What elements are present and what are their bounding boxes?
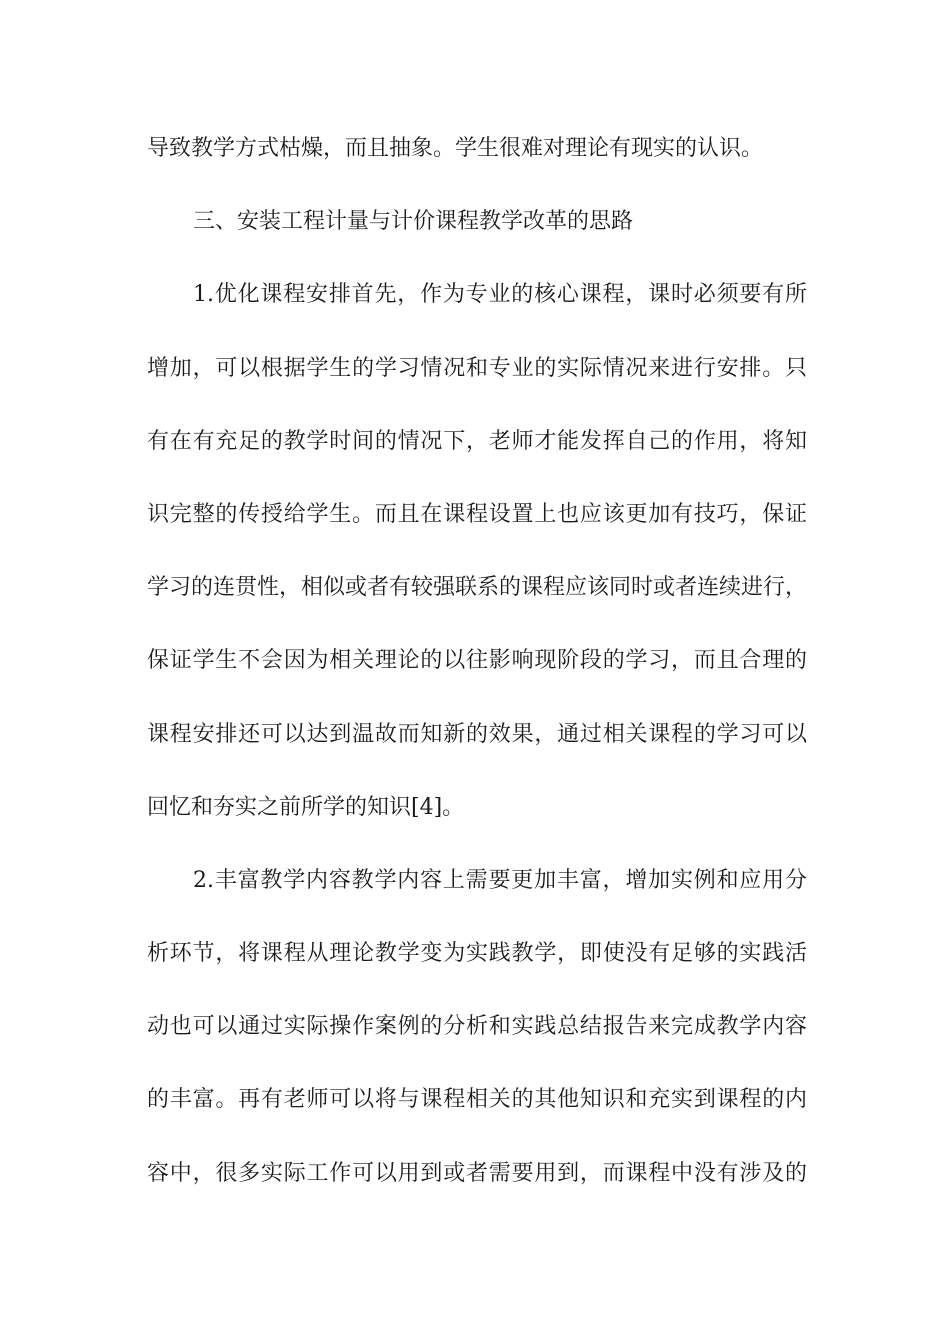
- text-line: 增加，可以根据学生的学习情况和专业的实际情况来进行安排。只: [147, 355, 807, 381]
- text-line: 有在有充足的教学时间的情况下，老师才能发挥自己的作用，将知: [147, 428, 807, 454]
- text-line: 析环节，将课程从理论教学变为实践教学，即使没有足够的实践活: [147, 941, 807, 967]
- body-text: [147, 131, 807, 1229]
- section-heading: 三、安装工程计量与计价课程教学改革的思路: [193, 209, 634, 235]
- text-line: 回忆和夯实之前所学的知识[4]。: [147, 794, 465, 820]
- text-line: 识完整的传授给学生。而且在课程设置上也应该更加有技巧，保证: [147, 501, 807, 527]
- text-line: 动也可以通过实际操作案例的分析和实践总结报告来完成教学内容: [147, 1014, 807, 1040]
- text-line: 容中，很多实际工作可以用到或者需要用到，而课程中没有涉及的: [147, 1160, 807, 1186]
- text-line: 课程安排还可以达到温故而知新的效果，通过相关课程的学习可以: [147, 721, 807, 747]
- text-line: 的丰富。再有老师可以将与课程相关的其他知识和充实到课程的内: [147, 1087, 807, 1113]
- text-line: 学习的连贯性，相似或者有较强联系的课程应该同时或者连续进行，: [147, 575, 808, 601]
- text-line: 2.丰富教学内容教学内容上需要更加丰富，增加实例和应用分: [193, 867, 807, 893]
- text-line: 保证学生不会因为相关理论的以往影响现阶段的学习，而且合理的: [147, 648, 807, 674]
- text-line: 1.优化课程安排首先，作为专业的核心课程，课时必须要有所: [193, 282, 807, 308]
- text-line: 导致教学方式枯燥，而且抽象。学生很难对理论有现实的认识。: [147, 136, 764, 161]
